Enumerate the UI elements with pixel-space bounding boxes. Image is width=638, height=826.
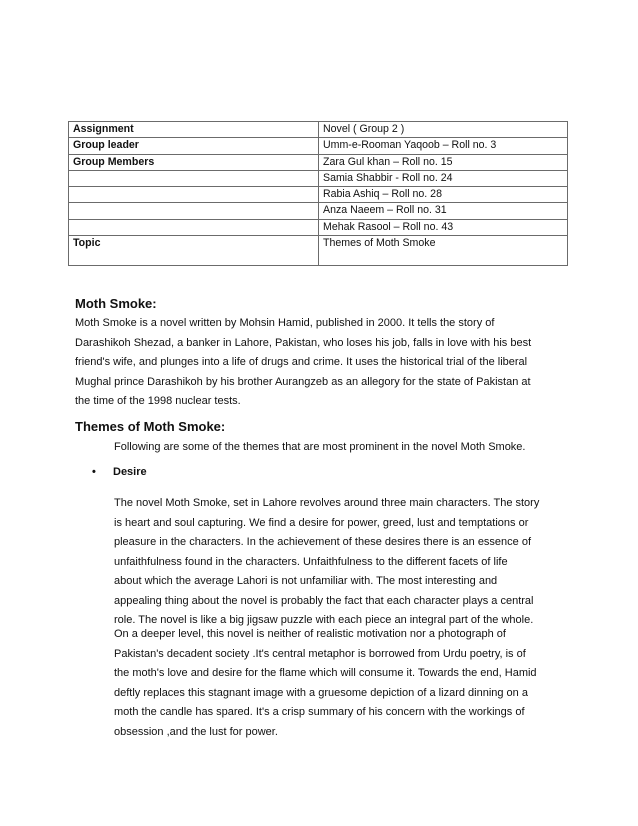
text-line: deftly replaces this stagnant image with a gruesome depiction of a lizard dinning on a [114, 686, 528, 699]
table-label-cell: Group leader [69, 138, 319, 154]
text-line: The novel Moth Smoke, set in Lahore revolves around three main characters. The story [114, 497, 540, 509]
table-label-cell: Assignment [69, 122, 319, 138]
text-line: Pakistan's decadent society .It's central metaphor is borrowed from Urdu poetry, is of [114, 647, 526, 660]
text-line: the time of the 1998 nuclear tests. [75, 395, 241, 407]
desire-bullet-item [92, 466, 147, 478]
table-row [69, 203, 568, 219]
table-value-cell: Zara Gul khan – Roll no. 15 [319, 154, 568, 170]
desire-paragraph-1 [114, 494, 539, 631]
table-value-cell: Umm-e-Rooman Yaqoob – Roll no. 3 [319, 138, 568, 154]
bullet-icon: • [92, 466, 96, 478]
text-line: pleasure in the characters. In the achievement of these desires there is an essence of [114, 536, 532, 548]
text-line: unfaithfulness found in the characters. Unfaithfulness to the different facets of life [114, 555, 508, 568]
text-line: On a deeper level, this novel is neither of realistic motivation nor a photograph of [114, 628, 506, 640]
table-label-cell: Topic [69, 236, 319, 266]
table-label-cell [69, 170, 319, 186]
text-line: appealing thing about the novel is probably the fact that each character plays a central [114, 594, 534, 607]
moth-smoke-heading: Moth Smoke: [75, 296, 157, 311]
table-label-cell: Group Members [69, 154, 319, 170]
table-row [69, 219, 568, 235]
text-line: obsession ,and the lust for power. [114, 725, 278, 738]
table-row [69, 187, 568, 203]
table-row [69, 170, 568, 186]
text-line: friend's wife, and plunges into a life of drugs and crime. It uses the historical trial of the liberal [75, 356, 528, 368]
table-value-cell: Themes of Moth Smoke [319, 236, 568, 266]
text-line: the moth's love and desire for the flame which will consume it. Towards the end, Hamid [114, 667, 537, 679]
table-value-cell: Mehak Rasool – Roll no. 43 [319, 219, 568, 235]
moth-smoke-paragraph [75, 314, 531, 412]
table-row [69, 122, 568, 138]
table-row [69, 154, 568, 170]
table-label-cell [69, 203, 319, 219]
text-line: Moth Smoke is a novel written by Mohsin Hamid, published in 2000. It tells the story of [75, 317, 495, 329]
table-label-cell [69, 187, 319, 203]
themes-heading: Themes of Moth Smoke: [75, 419, 226, 434]
table-value-cell: Samia Shabbir - Roll no. 24 [319, 170, 568, 186]
text-line: moth the candle has spared. It's a crisp summary of his concern with the workings of [114, 706, 525, 718]
table-value-cell: Anza Naeem – Roll no. 31 [319, 203, 568, 219]
text-line: about which the average Lahori is not unfamiliar with. The most interesting and [114, 575, 498, 587]
table-label-cell [69, 219, 319, 235]
themes-intro [114, 438, 525, 458]
desire-label: Desire [113, 466, 147, 478]
table-value-cell: Novel ( Group 2 ) [319, 122, 568, 138]
text-line: Following are some of the themes that are most prominent in the novel Moth Smoke. [114, 441, 526, 453]
text-line: is heart and soul capturing. We find a desire for power, greed, lust and temptations or [114, 516, 529, 529]
assignment-info-table [68, 121, 568, 266]
table-row [69, 138, 568, 154]
text-line: role. The novel is like a big jigsaw puzzle with each piece an integral part of the whole. [114, 614, 534, 626]
text-line: Mughal prince Darashikoh by his brother Aurangzeb as an allegory for the state of Pakistan at [75, 375, 531, 388]
table-row [69, 236, 568, 266]
desire-paragraph-2 [114, 625, 537, 742]
table-value-cell: Rabia Ashiq – Roll no. 28 [319, 187, 568, 203]
text-line: Darashikoh Shezad, a banker in Lahore, Pakistan, who loses his job, falls in love with his best [75, 336, 532, 349]
